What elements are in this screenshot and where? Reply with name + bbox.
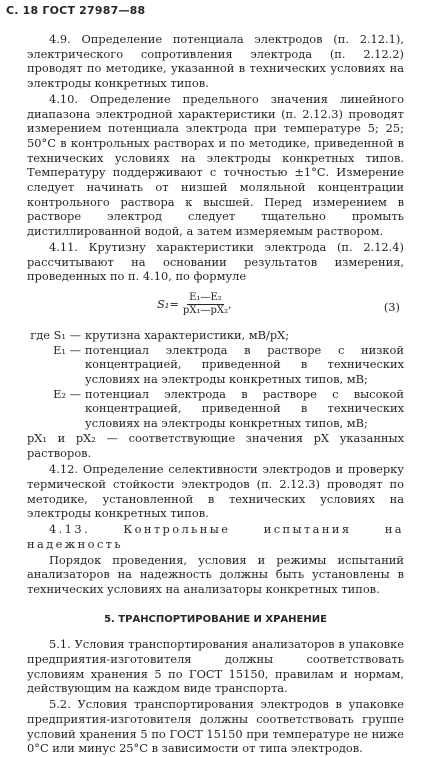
- legend-px: pX₁ и pX₂ — соответствующие значения pX указанных растворов.: [27, 430, 404, 460]
- formula-lhs: S₁=: [157, 297, 179, 312]
- legend-text: крутизна характеристики, мВ/pX;: [85, 327, 290, 342]
- section-5-title: 5. ТРАНСПОРТИРОВАНИЕ И ХРАНЕНИЕ: [104, 613, 327, 625]
- paragraph-4-13-title: 4.13. Контрольные испытания на надежность: [27, 522, 404, 551]
- legend-text: потенциал электрода в растворе с низкой концентрацией, приведенной в технических условиях на электроды конкретных типов, мВ;: [85, 342, 404, 387]
- page-header: С. 18 ГОСТ 27987—88: [6, 4, 146, 17]
- formula-fraction: [183, 292, 228, 317]
- formula-number: (3): [383, 299, 400, 314]
- paragraph-4-12: 4.12. Определение селективности электродов и проверку термической стойкости электродов (п. 2.12.3) проводят по методике, установленной в технических условиях на электроды конкретных типов.: [27, 462, 404, 521]
- paragraph-4-11: 4.11. Крутизну характеристики электрода (п. 2.12.4) рассчитывают на основании результатов измерения, проведенных по п. 4.10, по формуле: [27, 239, 404, 284]
- legend-row: [27, 343, 404, 387]
- formula-tail: ,: [227, 297, 232, 312]
- paragraph-4-13-text: Порядок проведения, условия и режимы испытаний анализаторов на надежность должны быть установлены в технических условиях на анализаторы конкретных типов.: [27, 552, 404, 596]
- paragraph-5-1: 5.1. Условия транспортирования анализаторов в упаковке предприятия-изготовителя должны соответствовать условиям хранения 5 по ГОСТ 15150, правилам и нормам, действующим на каждом виде транспорта.: [27, 637, 404, 696]
- formula-body: [157, 292, 232, 317]
- legend-term: E₂ —: [53, 386, 81, 401]
- legend-row: [27, 387, 404, 431]
- paragraph-5-2: 5.2. Условия транспортирования электродов в упаковке предприятия-изготовителя должны соответствовать группе условий хранения 5 по ГОСТ 15150 при температуре не ниже 0°С или минус 25°С в зависимости от типа электродов.: [27, 697, 404, 756]
- legend-row: [27, 328, 404, 343]
- formula-3: [27, 290, 404, 324]
- paragraph-4-9: 4.9. Определение потенциала электродов (п. 2.12.1), электрического сопротивления электрода (п. 2.12.2) проводят по методике, указанной в технических условиях на электроды конкретных типов.: [27, 32, 404, 91]
- formula-numerator: E₁—E₂: [189, 291, 222, 303]
- formula-legend: [27, 328, 404, 460]
- paragraph-4-10: 4.10. Определение предельного значения линейного диапазона электродной характеристики (п. 2.12.3) проводят измерением потенциала электрода при температуре 5; 25; 50°С в контрольных растворах и по методике, приведенной в технических условиях на электроды конкретных типов. Температуру поддерживают с точностью ±1°С. Измерение следует начинать от низшей моляльной концентрации контрольного раствора к высшей. Перед измерением в растворе электрод следует тщательно промыть дистиллированной водой, а затем измеряемым раствором.: [27, 91, 404, 239]
- document-body: [27, 32, 404, 757]
- formula-denominator: pX₁—pX₂: [182, 304, 228, 316]
- legend-term: где S₁ —: [30, 327, 81, 342]
- legend-text: потенциал электрода в растворе с высокой концентрацией, приведенной в технических условиях на электроды конкретных типов, мВ;: [85, 386, 404, 431]
- legend-term: E₁ —: [53, 342, 81, 357]
